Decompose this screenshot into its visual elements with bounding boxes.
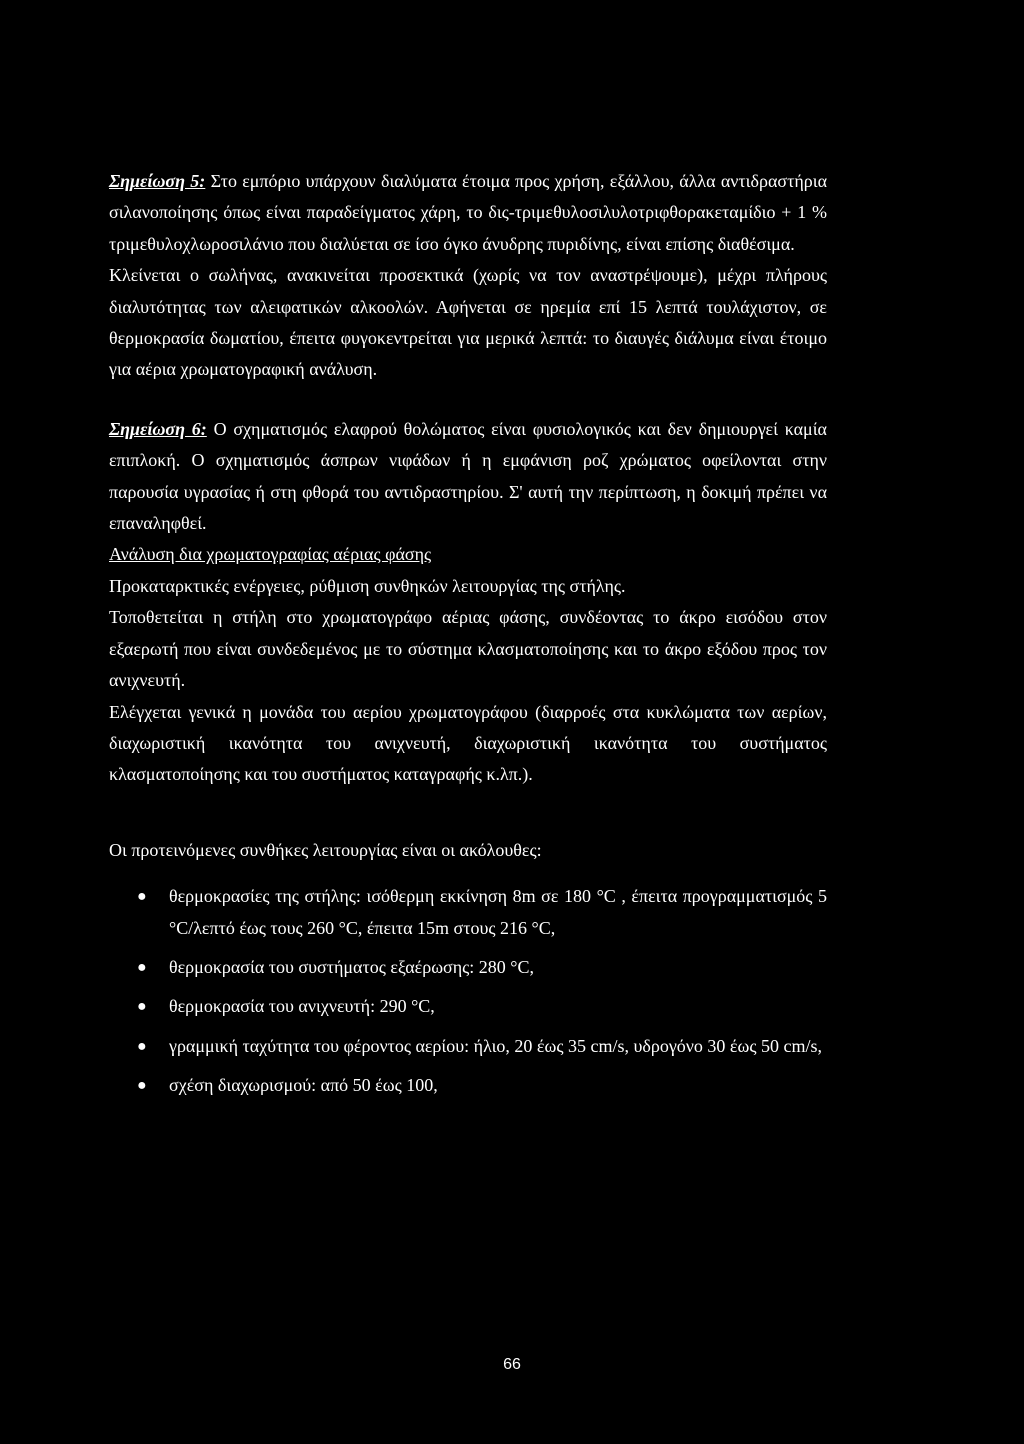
note-6-text: Ο σχηματισμός ελαφρού θολώματος είναι φυσιολογικός και δεν δημιουργεί καμία επιπλοκή. Ο σχηματισμός άσπρων νιφάδων ή η εμφάνιση ροζ χρώματος οφείλονται στην παρουσία υγρασίας ή στη φθορά του αντιδραστηρίου. Σ' αυτή την περίπτωση, η δοκιμή πρέπει να επαναληφθεί. [109, 418, 827, 534]
tube-closing-paragraph: Κλείνεται ο σωλήνας, ανακινείται προσεκτικά (χωρίς να τον αναστρέψουμε), μέχρι πλήρους διαλυτότητας των αλειφατικών αλκοολών. Αφήνεται σε ηρεμία επί 15 λεπτά τουλάχιστον, σε θερμοκρασία δωματίου, έπειτα φυγοκεντρείται για μερικά λεπτά: το διαυγές διάλυμα είναι έτοιμο για αέρια χρωματογραφική ανάλυση. [109, 265, 827, 380]
note-5-label: Σημείωση 5: [109, 171, 206, 191]
list-item [109, 881, 827, 944]
note-6-paragraph [109, 414, 827, 540]
list-item [109, 1031, 827, 1062]
bullet-icon: ● [137, 1037, 147, 1055]
unit-check-paragraph: Ελέγχεται γενικά η μονάδα του αερίου χρωματογράφου (διαρροές στα κυκλώματα των αερίων, διαχωριστική ικανότητα του ανιχνευτή, διαχωριστική ικανότητα του συστήματος κλασματοποίησης και του συστήματος καταγραφής κ.λπ.). [109, 701, 827, 785]
bullet-icon: ● [137, 888, 147, 906]
condition-text: θερμοκρασία του συστήματος εξαέρωσης: 280 °C, [169, 956, 535, 977]
page-number: 66 [503, 1356, 521, 1373]
conditions-list [109, 881, 827, 1101]
section-subheading: Προκαταρκτικές ενέργειες, ρύθμιση συνθηκών λειτουργίας της στήλης. [109, 575, 626, 596]
column-install-paragraph: Τοποθετείται η στήλη στο χρωματογράφο αέριας φάσης, συνδέοντας το άκρο εισόδου στον εξαερωτή που είναι συνδεδεμένος με το σύστημα κλασματοποίησης και το άκρο εξόδου προς τον ανιχνευτή. [109, 607, 827, 691]
conditions-intro: Οι προτεινόμενες συνθήκες λειτουργίας είναι οι ακόλουθες: [109, 839, 542, 860]
note-6-label: Σημείωση 6: [109, 418, 207, 439]
note-5-text: Στο εμπόριο υπάρχουν διαλύματα έτοιμα προς χρήση, εξάλλου, άλλα αντιδραστήρια σιλανοποίησης όπως είναι παραδείγματος χάρη, το δις-τριμεθυλοσιλυλοτριφθορακεταμίδιο + 1 % τριμεθυλοχλωροσιλάνιο που διαλύεται σε ίσο όγκο άνυδρης πυριδίνης, είναι επίσης διαθέσιμα. [109, 171, 828, 254]
condition-text: γραμμική ταχύτητα του φέροντος αερίου: ήλιο, 20 έως 35 cm/s, υδρογόνο 30 έως 50 cm/s, [169, 1035, 822, 1056]
list-item [109, 1070, 827, 1101]
condition-text: θερμοκρασίες της στήλης: ισόθερμη εκκίνηση 8m σε 180 °C , έπειτα προγραμματισμός 5 °C/λεπτό έως τους 260 °C, έπειτα 15m στους 216 °C, [169, 886, 827, 938]
section-heading: Ανάλυση δια χρωματογραφίας αέριας φάσης [109, 544, 432, 565]
bullet-icon: ● [137, 998, 147, 1016]
condition-text: θερμοκρασία του ανιχνευτή: 290 °C, [169, 996, 435, 1017]
list-item [109, 952, 827, 983]
bullet-icon: ● [137, 958, 147, 976]
condition-text: σχέση διαχωρισμού: από 50 έως 100, [169, 1075, 438, 1096]
note-5-paragraph [109, 166, 827, 260]
list-item [109, 991, 827, 1022]
bullet-icon: ● [137, 1077, 147, 1095]
document-page [109, 166, 827, 1110]
